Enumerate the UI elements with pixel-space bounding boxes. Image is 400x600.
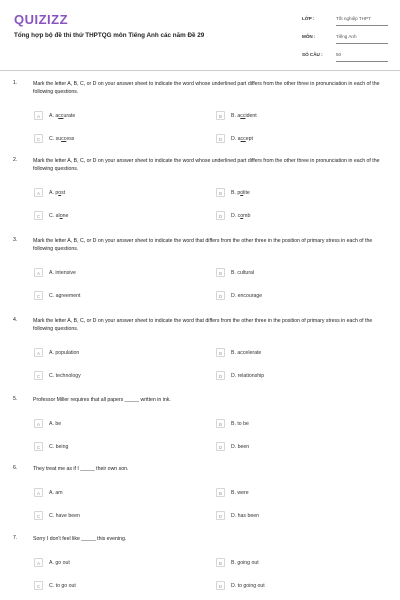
option-word: have been — [55, 513, 80, 519]
option-text — [49, 293, 80, 299]
option-word: a — [55, 113, 59, 119]
question-text: Mark the letter A, B, C, or D on your answer sheet to indicate the word whose underlined part differs from the other three in pronunciation in each of the following questions. — [33, 81, 380, 95]
option-word: relationship — [237, 373, 265, 379]
meta-value: 50 — [336, 52, 342, 57]
option-letter-box: D — [216, 581, 225, 590]
option-word-suffix: ne — [62, 213, 69, 219]
option-letter-box: C — [34, 134, 43, 143]
option-text — [231, 513, 259, 519]
option-label: C. — [49, 293, 55, 299]
question-text: They treat me as if I _____ their own son. — [33, 466, 129, 472]
worksheet-title: Tổng hợp bộ đề thi thử THPTQG môn Tiếng Anh các năm Đề 29 — [14, 32, 205, 39]
option-label: D. — [231, 213, 237, 219]
option-word: to be — [237, 421, 249, 427]
option-word: a — [237, 136, 241, 142]
option-label: C. — [49, 373, 55, 379]
option-word: p — [237, 190, 241, 196]
worksheet-header — [0, 0, 400, 70]
option-text — [231, 190, 250, 196]
option-label: B. — [231, 490, 236, 496]
option-letter-box: A — [34, 488, 43, 497]
option-label: B. — [231, 113, 236, 119]
option-label: C. — [49, 583, 55, 589]
option-text — [231, 113, 257, 119]
option-letter-box: D — [216, 371, 225, 380]
option-label: B. — [231, 560, 236, 566]
option-underlined-part: cc — [240, 136, 246, 142]
option-text — [49, 373, 81, 379]
option-label: A. — [49, 350, 54, 356]
option-letter-box: C — [34, 581, 43, 590]
option-word: cultural — [237, 270, 255, 276]
option-text — [49, 113, 75, 119]
option-underlined-part: cc — [240, 113, 246, 119]
option-underlined-part: o — [58, 190, 62, 196]
option-text — [231, 373, 264, 379]
question-number: 7. — [13, 535, 18, 541]
question-number: 2. — [13, 157, 18, 163]
option-letter-box: B — [216, 111, 225, 120]
option-text — [49, 270, 76, 276]
option-text — [49, 560, 70, 566]
option-letter-box: C — [34, 511, 43, 520]
option-word: were — [237, 490, 249, 496]
option-word-suffix: ess — [66, 136, 75, 142]
meta-label: SỐ CÂU : — [302, 52, 323, 57]
option-underlined-part: o — [240, 213, 244, 219]
option-text — [231, 213, 250, 219]
option-letter-box: B — [216, 188, 225, 197]
option-text — [231, 293, 262, 299]
option-label: B. — [231, 270, 236, 276]
option-letter-box: B — [216, 558, 225, 567]
option-label: C. — [49, 136, 55, 142]
header-divider — [0, 70, 400, 71]
option-letter-box: C — [34, 291, 43, 300]
option-letter-box: D — [216, 442, 225, 451]
option-word: a — [237, 113, 241, 119]
option-word: al — [55, 213, 60, 219]
option-word: p — [55, 190, 59, 196]
option-word: intensive — [55, 270, 76, 276]
option-word: am — [55, 490, 63, 496]
meta-underline — [336, 43, 388, 44]
option-label: D. — [231, 513, 237, 519]
option-text — [49, 490, 63, 496]
meta-row-subject — [300, 30, 388, 48]
option-text — [49, 350, 79, 356]
option-label: A. — [49, 270, 54, 276]
option-letter-box: C — [34, 371, 43, 380]
option-letter-box: A — [34, 348, 43, 357]
option-text — [231, 490, 249, 496]
option-word: to go out — [55, 583, 76, 589]
option-letter-box: D — [216, 211, 225, 220]
option-label: D. — [231, 444, 237, 450]
option-word: to going out — [237, 583, 265, 589]
option-letter-box: A — [34, 268, 43, 277]
option-text — [49, 421, 61, 427]
question-number: 4. — [13, 317, 18, 323]
option-word-suffix: urate — [63, 113, 76, 119]
question-number: 6. — [13, 465, 18, 471]
meta-label: LỚP : — [302, 16, 315, 21]
option-letter-box: D — [216, 291, 225, 300]
question-number: 1. — [13, 80, 18, 86]
question-number: 3. — [13, 237, 18, 243]
option-underlined-part: o — [240, 190, 244, 196]
meta-row-class — [300, 12, 388, 30]
option-label: A. — [49, 560, 54, 566]
meta-underline — [336, 25, 388, 26]
option-text — [49, 136, 74, 142]
meta-row-question-count — [300, 48, 388, 66]
option-underlined-part: o — [59, 213, 63, 219]
option-word-suffix: ident — [245, 113, 257, 119]
option-word: going out — [237, 560, 259, 566]
question-text: Professor Miller requires that all papers _____ written in ink. — [33, 397, 171, 403]
option-text — [231, 270, 254, 276]
option-word: c — [237, 213, 241, 219]
option-letter-box: B — [216, 268, 225, 277]
meta-value: Tốt nghiệp THPT — [336, 16, 371, 21]
option-text — [49, 513, 80, 519]
option-word: su — [55, 136, 62, 142]
option-word: being — [55, 444, 69, 450]
question-text: Mark the letter A, B, C, or D on your answer sheet to indicate the word that differs from the other three in the position of primary stress in each of the following questions. — [33, 238, 373, 252]
option-label: D. — [231, 373, 237, 379]
option-text — [49, 213, 68, 219]
meta-label: MÔN : — [302, 34, 316, 39]
option-word: has been — [237, 513, 259, 519]
option-word: go out — [55, 560, 70, 566]
option-label: D. — [231, 293, 237, 299]
option-word-suffix: ept — [245, 136, 253, 142]
option-label: D. — [231, 136, 237, 142]
option-text — [231, 421, 249, 427]
option-label: C. — [49, 213, 55, 219]
option-label: B. — [231, 421, 236, 427]
option-label: A. — [49, 113, 54, 119]
option-word-suffix: lite — [243, 190, 250, 196]
option-word: agreement — [55, 293, 81, 299]
option-letter-box: B — [216, 419, 225, 428]
question-text: Mark the letter A, B, C, or D on your answer sheet to indicate the word that differs from the other three in the position of primary stress in each of the following questions. — [33, 318, 373, 332]
question-text: Sorry I don't feel like _____ this evening. — [33, 536, 127, 542]
option-word: encourage — [237, 293, 263, 299]
option-text — [49, 583, 76, 589]
option-letter-box: C — [34, 442, 43, 451]
option-text — [231, 560, 259, 566]
option-letter-box: A — [34, 558, 43, 567]
option-text — [49, 444, 68, 450]
option-text — [231, 350, 261, 356]
option-letter-box: A — [34, 111, 43, 120]
question-text: Mark the letter A, B, C, or D on your answer sheet to indicate the word whose underlined part differs from the other three in pronunciation in each of the following questions. — [33, 158, 380, 172]
option-letter-box: D — [216, 134, 225, 143]
option-word: be — [55, 421, 62, 427]
option-word-suffix: mb — [243, 213, 251, 219]
option-word: population — [55, 350, 80, 356]
option-word: been — [237, 444, 250, 450]
option-word-suffix: st — [61, 190, 66, 196]
meta-underline — [336, 61, 388, 62]
option-underlined-part: cc — [61, 136, 67, 142]
worksheet-meta — [300, 12, 388, 66]
option-letter-box: D — [216, 511, 225, 520]
option-label: A. — [49, 190, 54, 196]
question-number: 5. — [13, 396, 18, 402]
option-label: A. — [49, 421, 54, 427]
option-text — [231, 444, 249, 450]
option-word: accelerate — [237, 350, 262, 356]
meta-value: Tiếng Anh — [336, 34, 357, 39]
option-label: C. — [49, 444, 55, 450]
option-label: C. — [49, 513, 55, 519]
option-letter-box: C — [34, 211, 43, 220]
option-letter-box: B — [216, 348, 225, 357]
quizizz-logo: QUIZIZZ — [14, 12, 69, 27]
option-underlined-part: cc — [58, 113, 64, 119]
option-label: B. — [231, 190, 236, 196]
option-letter-box: A — [34, 419, 43, 428]
option-text — [231, 136, 253, 142]
option-text — [231, 583, 265, 589]
option-word: technology — [55, 373, 81, 379]
option-text — [49, 190, 65, 196]
option-label: D. — [231, 583, 237, 589]
option-letter-box: B — [216, 488, 225, 497]
option-label: A. — [49, 490, 54, 496]
option-letter-box: A — [34, 188, 43, 197]
option-label: B. — [231, 350, 236, 356]
